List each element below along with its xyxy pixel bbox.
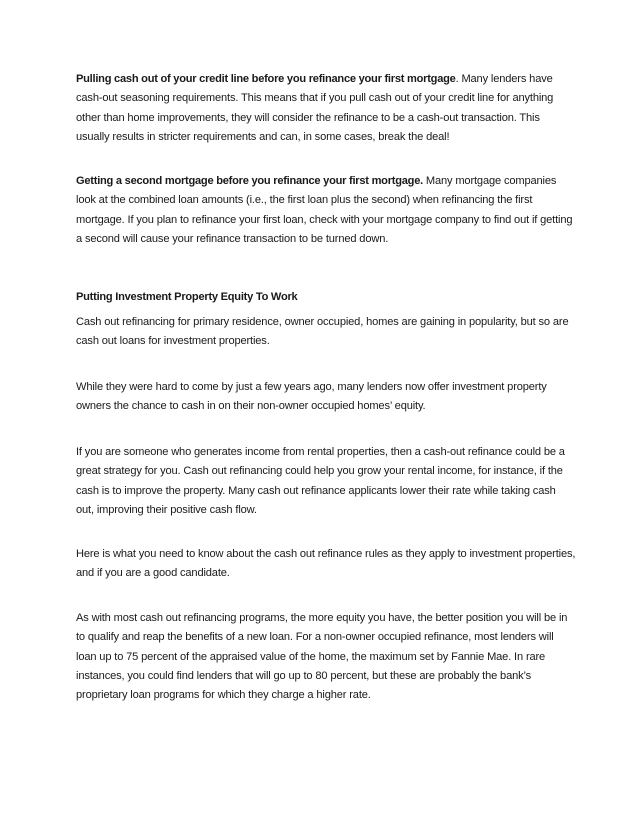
paragraph-equity: As with most cash out refinancing programs, the more equity you have, the better position you will be in to qualify and reap the benefits of a new loan. For a non-owner occupied refinance, most lenders will loan up to 75 percent of the appraised value of the home, the maximum set by Fannie Mae. In rare instances, you could find lenders that will go up to 80 percent, but these are probably the bank’s proprietary loan programs for which they charge a higher rate. xyxy=(76,612,568,702)
paragraph-lead: Pulling cash out of your credit line before you refinance your first mortgage xyxy=(76,73,456,85)
paragraph-lenders-offer: While they were hard to come by just a few years ago, many lenders now offer investment property owners the chance to cash in on their non-owner occupied homes’ equity. xyxy=(76,381,547,413)
paragraph-rental-income: If you are someone who generates income from rental properties, then a cash-out refinance could be a great strategy for you. Cash out refinancing could help you grow your rental income, for instance, if the cash is to improve the property. Many cash out refinance applicants lower their rate while taking cash out, improving their positive cash flow. xyxy=(76,446,565,516)
paragraph-second-mortgage xyxy=(76,172,576,249)
paragraph-credit-line xyxy=(76,70,576,147)
paragraph-body: . Many lenders have cash-out seasoning requirements. This means that if you pull cash out of your credit line for anything other than home improvements, they will consider the refinance to be a cash-out transaction. This usually results in stricter requirements and can, in some cases, break the deal! xyxy=(76,73,554,143)
paragraph-rules: Here is what you need to know about the cash out refinance rules as they apply to investment properties, and if you are a good candidate. xyxy=(76,548,576,580)
section-heading: Putting Investment Property Equity To Work xyxy=(76,291,298,303)
paragraph-lead: Getting a second mortgage before you refinance your first mortgage. xyxy=(76,175,423,187)
paragraph-body: Many mortgage companies look at the combined loan amounts (i.e., the first loan plus the second) when refinancing the first mortgage. If you plan to refinance your first loan, check with your mortgage company to find out if getting a second will cause your refinance transaction to be turned down. xyxy=(76,175,573,245)
paragraph-cash-out-popularity: Cash out refinancing for primary residence, owner occupied, homes are gaining in popularity, but so are cash out loans for investment properties. xyxy=(76,316,569,348)
